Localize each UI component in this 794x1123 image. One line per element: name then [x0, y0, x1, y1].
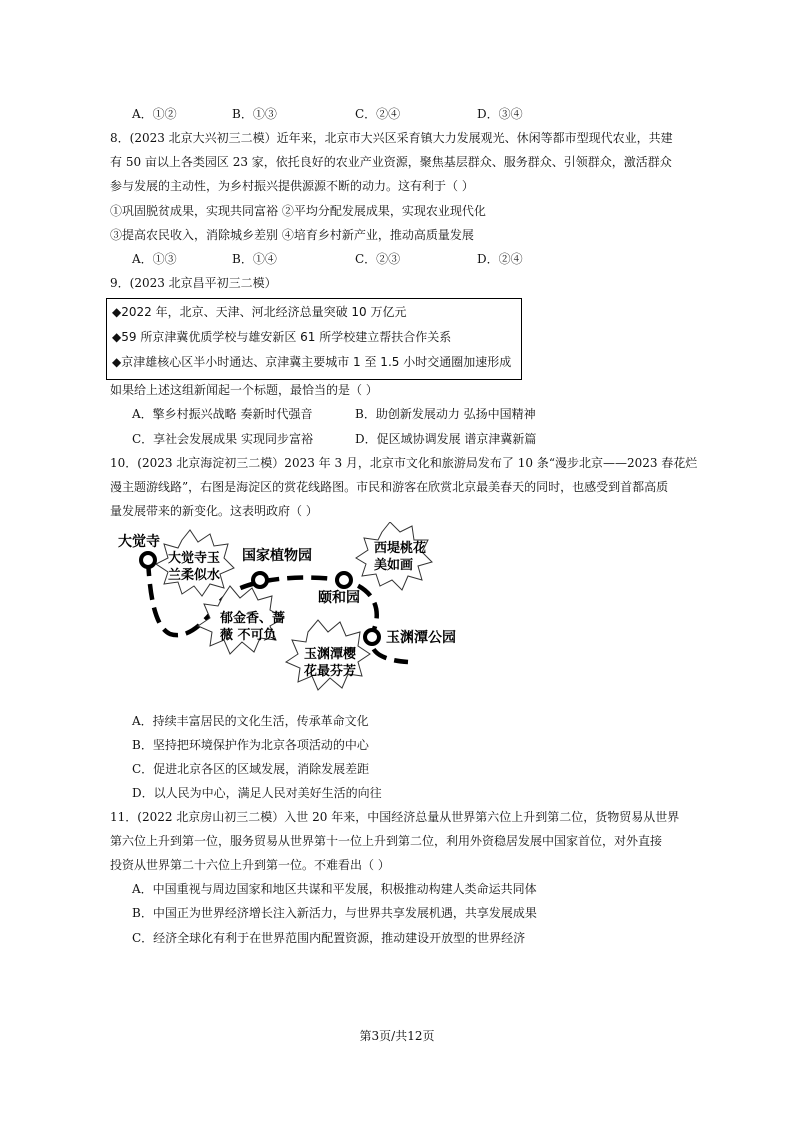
q8-statement-2: ③提高农民收入，消除城乡差别 ④培育乡村新产业，推动高质量发展 — [110, 228, 474, 242]
burst-caption-tulip-1: 郁金香、蔷 — [220, 611, 286, 626]
q10-option-b: B．坚持把环境保护作为北京各项活动的中心 — [132, 738, 369, 752]
burst-caption-cherry-1: 玉渊潭樱 — [304, 647, 357, 662]
station-summer-palace — [337, 573, 351, 587]
page-footer: 第3页/共12页 — [359, 1029, 435, 1043]
q8-statement-1: ①巩固脱贫成果，实现共同富裕 ②平均分配发展成果，实现农业现代化 — [110, 204, 486, 218]
q11-option-a: A．中国重视与周边国家和地区共谋和平发展，积极推动构建人类命运共同体 — [132, 882, 537, 896]
q8-stem-line-2: 有 50 亩以上各类园区 23 家，依托良好的农业产业资源，聚焦基层群众、服务群众、引领群众，激活群众 — [110, 155, 672, 169]
q7-option-d: D．③④ — [477, 107, 523, 121]
burst-caption-dajuesi-2: 兰柔似水 — [168, 568, 221, 583]
q9-question: 如果给上述这组新闻起一个标题，最恰当的是（ ） — [110, 383, 378, 397]
burst-caption-cherry-2: 花最芬芳 — [304, 664, 357, 679]
place-label-summer-palace: 颐和园 — [318, 590, 360, 606]
q8-option-d: D．②④ — [477, 252, 523, 266]
burst-xidi — [356, 522, 432, 590]
station-yuyuantan — [365, 630, 379, 644]
place-label-botanical-garden: 国家植物园 — [242, 548, 312, 564]
q10-stem-line-1: 10．(2023 北京海淀初三二模）2023 年 3 月，北京市文化和旅游局发布了 10 条“漫步北京——2023 春花烂 — [110, 456, 698, 470]
place-label-dajuesi: 大觉寺 — [118, 534, 160, 550]
q11-option-b: B．中国正为世界经济增长注入新活力，与世界共享发展机遇，共享发展成果 — [132, 906, 537, 920]
q9-option-a: A．擎乡村振兴战略 奏新时代强音 — [132, 407, 313, 421]
q9-news-item-3: ◆京津雄核心区半小时通达、京津冀主要城市 1 至 1.5 小时交通圈加速形成 — [112, 355, 512, 369]
q10-option-c: C．促进北京各区的区域发展，消除发展差距 — [132, 762, 370, 776]
q9-stem: 9．(2023 北京昌平初三二模） — [110, 276, 277, 290]
burst-caption-xidi-2: 美如画 — [374, 558, 414, 573]
q8-option-b: B．①④ — [232, 252, 277, 266]
q10-option-a: A．持续丰富居民的文化生活，传承革命文化 — [132, 714, 369, 728]
q8-stem-line-3: 参与发展的主动性，为乡村振兴提供源源不断的动力。这有利于（ ） — [110, 179, 474, 193]
q7-option-a: A．①② — [132, 107, 177, 121]
q8-stem-line-1: 8．(2023 北京大兴初三二模）近年来，北京市大兴区采育镇大力发展观光、休闲等都市型现代农业，共建 — [110, 131, 673, 145]
flower-route-map — [110, 522, 470, 700]
place-label-yuyuantan: 玉渊潭公园 — [386, 630, 456, 646]
q9-news-item-1: ◆2022 年，北京、天津、河北经济总量突破 10 万亿元 — [112, 305, 407, 319]
q11-stem-line-3: 投资从世界第二十六位上升到第一位。不难看出（ ） — [110, 858, 390, 872]
q8-option-a: A．①③ — [132, 252, 177, 266]
q11-option-c: C．经济全球化有利于在世界范围内配置资源，推动建设开放型的世界经济 — [132, 931, 526, 945]
burst-caption-xidi-1: 西堤桃花 — [374, 541, 427, 556]
q10-stem-line-3: 量发展带来的新变化。这表明政府（ ） — [110, 504, 318, 518]
q7-option-c: C．②④ — [355, 107, 401, 121]
q7-option-b: B．①③ — [232, 107, 277, 121]
station-dajuesi — [141, 553, 155, 567]
q9-option-c: C．享社会发展成果 实现同步富裕 — [132, 432, 313, 446]
q9-news-box — [106, 298, 522, 380]
q10-stem-line-2: 漫主题游线路”，右图是海淀区的赏花线路图。市民和游客在欣赏北京最美春天的同时，也感受到首都高质 — [110, 480, 669, 494]
q9-option-b: B．助创新发展动力 弘扬中国精神 — [355, 407, 536, 421]
q11-stem-line-1: 11．(2022 北京房山初三二模）入世 20 年来，中国经济总量从世界第六位上升到第二位，货物贸易从世界 — [110, 810, 680, 824]
station-botanical-garden — [253, 573, 267, 587]
q8-option-c: C．②③ — [355, 252, 401, 266]
q10-option-d: D．以人民为中心，满足人民对美好生活的向往 — [132, 786, 382, 800]
burst-caption-dajuesi-1: 大觉寺玉 — [168, 551, 221, 566]
q11-stem-line-2: 第六位上升到第一位，服务贸易从世界第十一位上升到第二位，利用外资稳居发展中国家首位，对外直接 — [110, 834, 663, 848]
q9-option-d: D．促区域协调发展 谱京津冀新篇 — [355, 432, 537, 446]
q9-news-item-2: ◆59 所京津冀优质学校与雄安新区 61 所学校建立帮扶合作关系 — [112, 330, 452, 344]
burst-caption-tulip-2: 薇 不可负 — [220, 628, 277, 643]
